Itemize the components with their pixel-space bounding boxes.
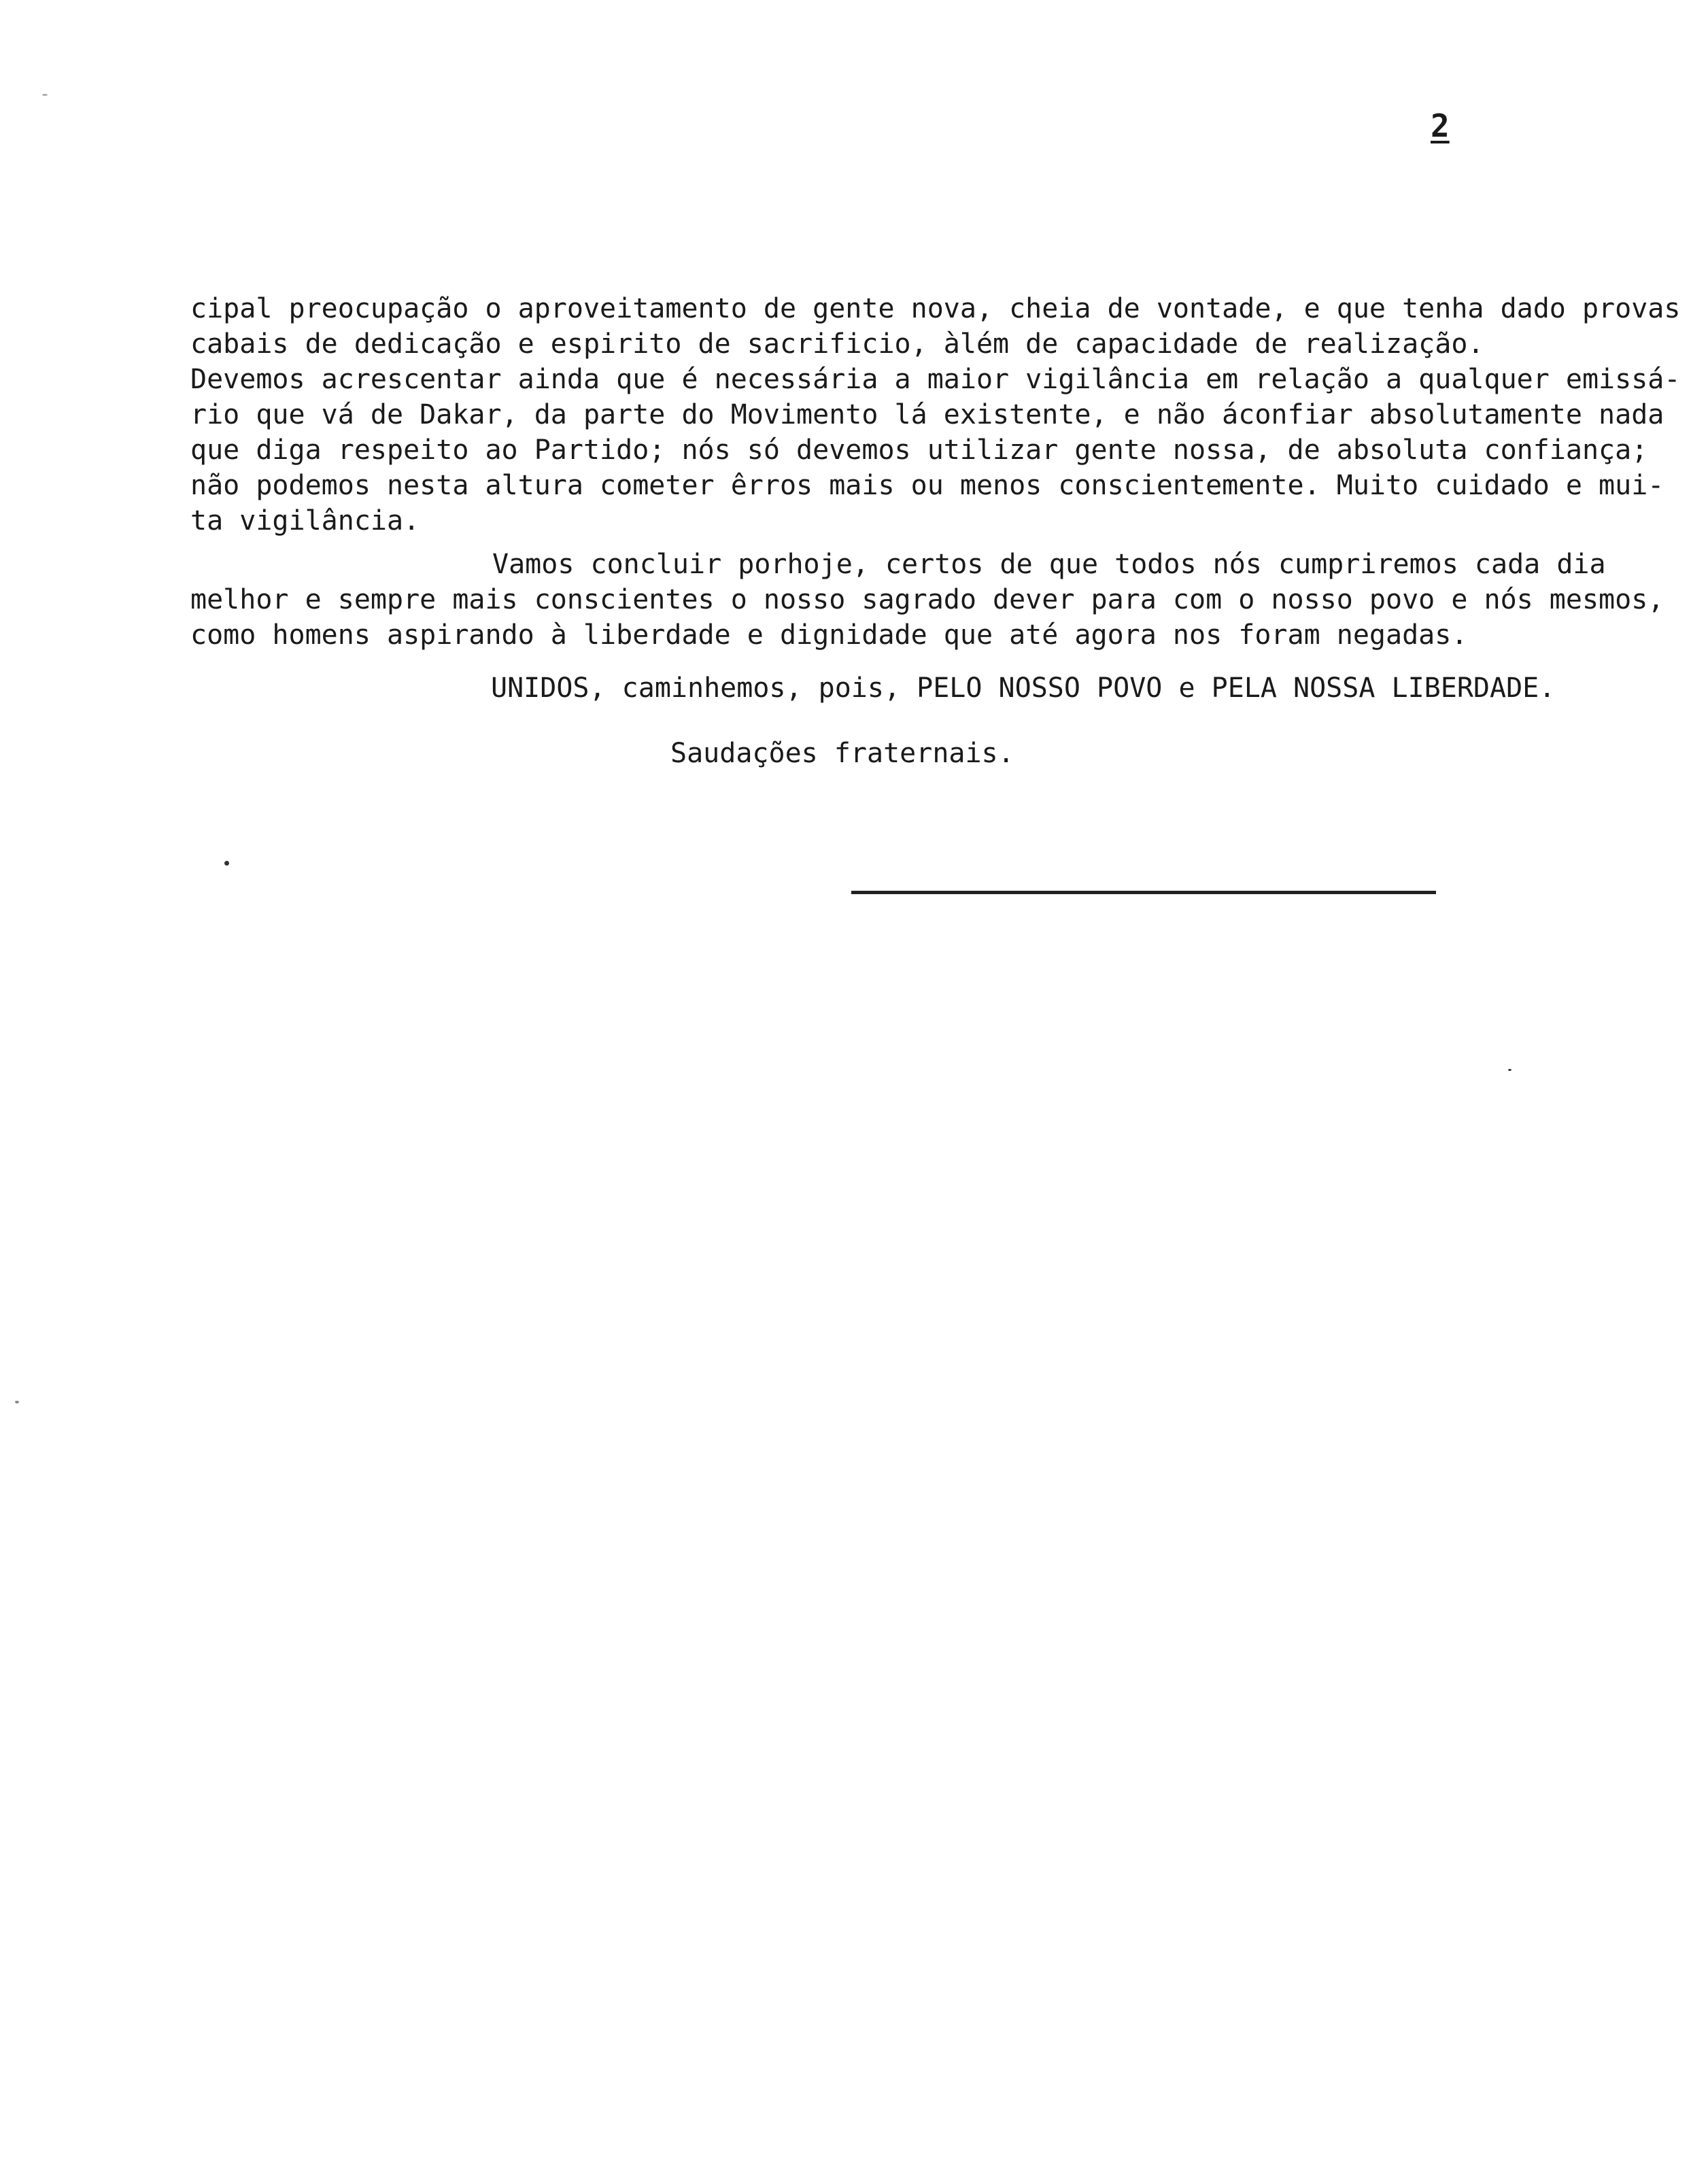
text-line: ta vigilância.	[190, 505, 420, 536]
ink-speck	[42, 94, 48, 96]
closing-motto: UNIDOS, caminhemos, pois, PELO NOSSO POVO e PELA NOSSA LIBERDADE.	[491, 672, 1556, 704]
ink-speck	[224, 861, 229, 866]
text-line: como homens aspirando à liberdade e dignidade que até agora nos foram negadas.	[190, 619, 1468, 651]
paragraph-2	[190, 547, 1664, 653]
text-line: não podemos nesta altura cometer êrros mais ou menos conscientemente. Muito cuidado e mui-	[190, 470, 1664, 501]
text-line: Vamos concluir porhoje, certos de que todos nós cumpriremos cada dia	[492, 549, 1606, 580]
text-line: melhor e sempre mais conscientes o nosso sagrado dever para com o nosso povo e nós mesmos,	[190, 584, 1664, 615]
page-number: 2	[1431, 107, 1450, 144]
ink-speck	[15, 1401, 19, 1403]
text-line: cabais de dedicação e espirito de sacrificio, àlém de capacidade de realização.	[190, 328, 1484, 360]
text-line: Devemos acrescentar ainda que é necessária a maior vigilância em relação a qualquer emissá-	[190, 364, 1681, 395]
signature-line	[851, 891, 1436, 894]
text-line: cipal preocupação o aproveitamento de gente nova, cheia de vontade, e que tenha dado provas	[190, 293, 1681, 324]
paragraph-1	[190, 291, 1681, 539]
ink-speck	[1508, 1069, 1511, 1071]
closing-greeting: Saudações fraternais.	[670, 738, 1014, 769]
text-line: que diga respeito ao Partido; nós só devemos utilizar gente nossa, de absoluta confiança;	[190, 434, 1648, 466]
text-line: rio que vá de Dakar, da parte do Movimento lá existente, e não áconfiar absolutamente nada	[190, 399, 1664, 430]
